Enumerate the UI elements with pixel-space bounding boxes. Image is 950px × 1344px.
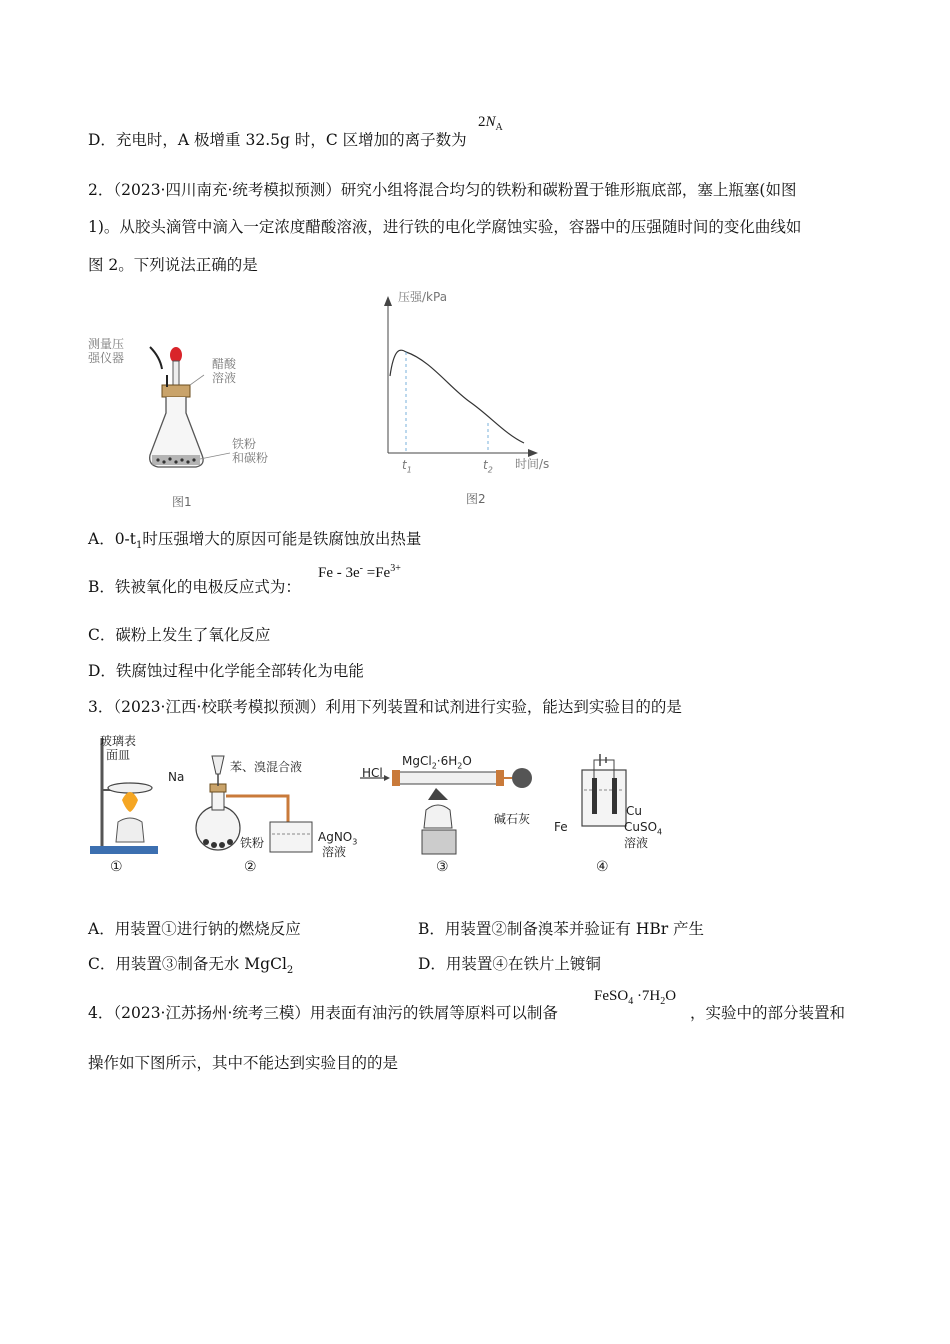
figure2-pressure-chart (370, 288, 570, 483)
fig1-caption: 图1 (172, 495, 192, 509)
q4-stem-line1: 4．（2023·江苏扬州·统考三模）用表面有油污的铁屑等原料可以制备 (88, 1004, 558, 1022)
q3-stem: 3．（2023·江西·校联考模拟预测）利用下列装置和试剂进行实验，能达到实验目的的是 (88, 698, 682, 716)
app4-label-fe: Fe (554, 820, 568, 834)
app3-label-mgcl: $MgCl_2\cdot 6H_2O$ (402, 754, 472, 771)
fig2-t1-label: $t_1$ (402, 458, 412, 475)
app3-label-soda: 碱石灰 (494, 812, 531, 826)
apparatus3-drawing (360, 768, 532, 854)
app3-number: ③ (436, 859, 449, 875)
q2-option-b-formula: $Fe - 3e^- =Fe^{3+}$ (318, 563, 401, 581)
fig2-t2-label: $t_2$ (483, 458, 493, 475)
q2-stem-line1: 2．（2023·四川南充·统考模拟预测）研究小组将混合均匀的铁粉和碳粉置于锥形瓶底部，塞上瓶塞(如图 (88, 181, 797, 199)
q2-option-b: B．铁被氧化的电极反应式为： (88, 578, 301, 596)
q3-option-c: C．用装置③制备无水 MgCl$_2$ (88, 955, 294, 977)
app2-label-soln: 溶液 (322, 845, 347, 859)
q2-stem-line3: 图 2。下列说法正确的是 (88, 256, 258, 274)
fig2-caption: 图2 (466, 492, 486, 506)
app4-label-cu: Cu (626, 804, 642, 818)
q1-formula-2na: $2N_A$ (478, 114, 503, 133)
fig2-ylabel: 压强/kPa (398, 290, 448, 304)
q2-option-c: C．碳粉上发生了氧化反应 (88, 626, 271, 644)
q4-stem-line2: 操作如下图所示，其中不能达到实验目的的是 (88, 1054, 399, 1072)
app3-label-hcl: HCl (362, 766, 383, 780)
fig1-label-powder: 铁粉 和碳粉 (232, 437, 269, 465)
fig1-label-acid: 醋酸 溶液 (212, 357, 237, 385)
q3-option-b: B．用装置②制备溴苯并验证有 HBr 产生 (418, 920, 705, 938)
soda-lime-tube-icon (512, 768, 532, 788)
q3-option-d: D．用装置④在铁片上镀铜 (418, 955, 601, 973)
q3-option-a: A．用装置①进行钠的燃烧反应 (88, 920, 301, 938)
q1-option-d (88, 129, 467, 151)
app1-number: ① (110, 859, 123, 875)
app2-number: ② (244, 859, 257, 875)
app4-label-soln: 溶液 (624, 836, 649, 850)
app4-number: ④ (596, 859, 609, 875)
flame-icon (122, 792, 138, 812)
app1-label-na: Na (168, 770, 185, 784)
q2-option-a: A．$0-t_1$时压强增大的原因可能是铁腐蚀放出热量 (88, 530, 422, 552)
fig2-x-arrow (528, 449, 538, 457)
q4-stem-line1-suffix: ，实验中的部分装置和 (690, 1004, 846, 1022)
fig2-pressure-curve (390, 350, 524, 443)
fig2-y-arrow (384, 296, 392, 306)
q1-option-d-text: D．充电时，A 极增重 32.5g 时，C 区增加的离子数为 (88, 131, 467, 149)
app4-label-cuso4: CuSO$_4$ (624, 820, 663, 837)
fig2-xlabel: 时间/s (515, 457, 550, 471)
q2-stem-line2: 1)。从胶头滴管中滴入一定浓度醋酸溶液，进行铁的电化学腐蚀实验，容器中的压强随时间的变化曲线如 (88, 218, 802, 236)
app2-label-mix: 苯、溴混合液 (230, 760, 303, 774)
app1-label-dish: 玻璃表 面皿 (100, 734, 137, 762)
q2-option-d: D．铁腐蚀过程中化学能全部转化为电能 (88, 662, 364, 680)
q3-apparatus-figure (88, 730, 688, 860)
fig1-label-gauge: 测量压 强仪器 (88, 337, 125, 365)
q4-formula: FeSO$_4$ $\cdot 7H_2O$ (594, 988, 677, 1007)
app2-label-fe: 铁粉 (240, 836, 265, 850)
apparatus4-drawing (582, 754, 626, 826)
app2-label-agno3: AgNO$_3$ (318, 830, 358, 847)
